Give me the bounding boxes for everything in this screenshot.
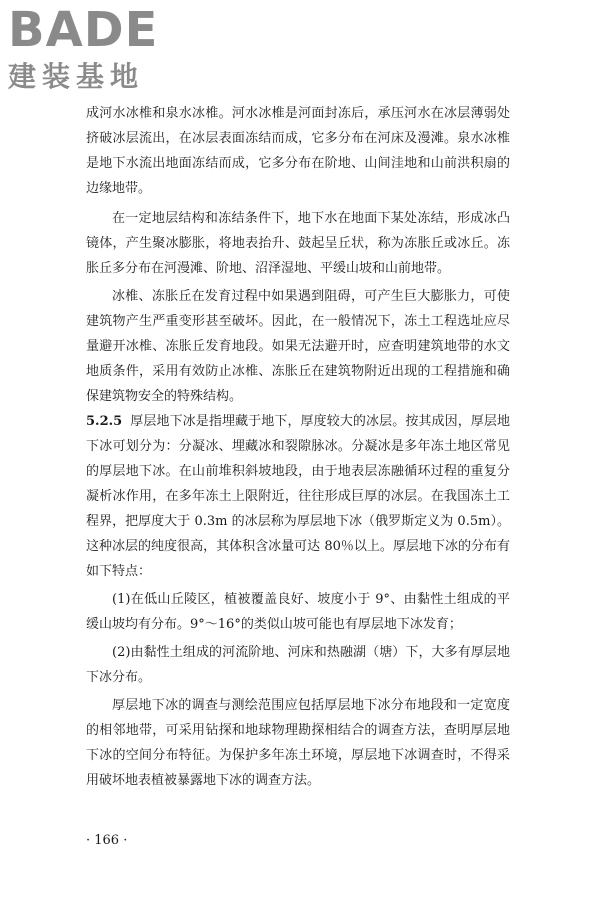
paragraph-1: 成河水冰椎和泉水冰椎。河水冰椎是河面封冻后，承压河水在冰层薄弱处挤破冰层流出，在冰层表面冻结而成，它多分布在河床及漫滩。泉水冰椎是地下水流出地面冻结而成，它多分布在阶地、山间洼地和山前洪积扇的边缘地带。 bbox=[86, 106, 510, 196]
paragraph-2: 在一定地层结构和冻结条件下，地下水在地面下某处冻结，形成冰凸镜体，产生聚冰膨胀，将地表抬升、鼓起呈丘状，称为冻胀丘或冰丘。冻胀丘多分布在河漫滩、阶地、沼泽湿地、平缓山坡和山前地带。 bbox=[86, 211, 510, 276]
paragraph-7: 厚层地下冰的调查与测绘范围应包括厚层地下冰分布地段和一定宽度的相邻地带，可采用钻探和地球物理勘探相结合的调查方法，查明厚层地下冰的空间分布特征。为保护多年冻土环境，厚层地下冰调查时，不得采用破坏地表植被暴露地下冰的调查方法。 bbox=[86, 698, 510, 788]
paragraph-5: (1)在低山丘陵区，植被覆盖良好、坡度小于 9°、由黏性土组成的平缓山坡均有分布。9°～16°的类似山坡可能也有厚层地下冰发育； bbox=[86, 592, 510, 632]
page-body bbox=[86, 101, 510, 793]
paragraph-6: (2)由黏性土组成的河流阶地、河床和热融湖（塘）下，大多有厚层地下冰分布。 bbox=[86, 645, 510, 685]
watermark-logo bbox=[8, 4, 158, 94]
logo-wordmark: BADE bbox=[8, 2, 159, 58]
paragraph-3: 冰椎、冻胀丘在发育过程中如果遇到阻碍，可产生巨大膨胀力，可使建筑物产生严重变形甚至破坏。因此，在一般情况下，冻土工程选址应尽量避开冰椎、冻胀丘发育地段。如果无法避开时，应查明建筑地带的水文地质条件，采用有效防止冰椎、冻胀丘在建筑物附近出现的工程措施和确保建筑物安全的特殊结构。 bbox=[86, 289, 510, 404]
section-paragraph bbox=[86, 409, 510, 584]
section-number: 5.2.5 bbox=[86, 414, 123, 429]
page-number: · 166 · bbox=[86, 833, 128, 848]
paragraph-4: 厚层地下冰是指埋藏于地下，厚度较大的冰层。按其成因，厚层地下冰可划分为：分凝冰、埋藏冰和裂隙脉冰。分凝冰是多年冻土地区常见的厚层地下冰。在山前堆积斜坡地段，由于地表层冻融循环过程的重复分凝析冰作用，在多年冻土上限附近，往往形成巨厚的冰层。在我国冻土工程界，把厚度大于 0.3m 的冰层称为厚层地下冰（俄罗斯定义为 0.5m）。这种冰层的纯度很高，其体积含冰量可达 80％以上。厚层地下冰的分布有如下特点： bbox=[86, 414, 510, 579]
logo-subtitle: 建装基地 bbox=[8, 60, 145, 93]
